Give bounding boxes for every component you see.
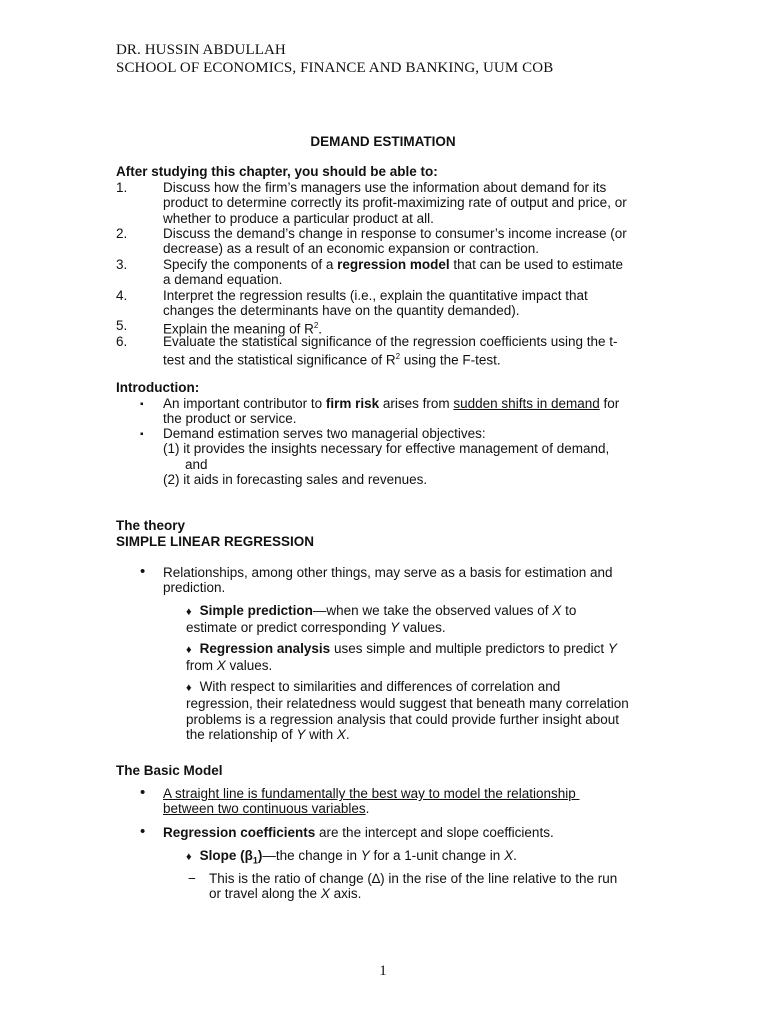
intro-line: (1) it provides the insights necessary for effective management of demand, (163, 441, 610, 457)
intro-text: for (599, 396, 620, 411)
header-school: SCHOOL OF ECONOMICS, FINANCE AND BANKING, UUM COB (116, 60, 554, 76)
objective-1-line: Discuss how the firm’s managers use the information about demand for its (163, 180, 607, 195)
sp-text: —when we take the observed values of (312, 603, 553, 618)
intro-underline: sudden shifts in demand (453, 396, 600, 411)
wr-text: With respect to similarities and differences of correlation and (199, 679, 561, 694)
wr-line: regression, their relatedness would suggest that beneath many correlation (186, 696, 629, 712)
wr-x: X (336, 726, 346, 742)
bullet: • (140, 823, 146, 840)
objective-3-bold: regression model (337, 257, 450, 272)
slope-text: for a 1-unit change in (369, 848, 505, 863)
objective-4-line: changes the determinants have on the quantity demanded). (163, 303, 520, 319)
objective-1 (163, 180, 627, 226)
intro-line: Demand estimation serves two managerial objectives: (163, 426, 486, 441)
ra-text: from (186, 658, 217, 674)
ra-text: uses simple and multiple predictors to predict (330, 641, 608, 656)
diamond-icon: ♦ (186, 644, 192, 656)
bullet: • (140, 784, 146, 801)
objective-4 (163, 288, 588, 319)
bm-text: . (365, 801, 370, 817)
wr-text: the relationship of (186, 726, 297, 742)
superscript: 2 (395, 352, 401, 362)
objective-5-text: . (318, 321, 323, 337)
diamond-icon: ♦ (186, 606, 192, 618)
objective-5-text: Explain the meaning of R (163, 321, 314, 337)
page-title: DEMAND ESTIMATION (310, 134, 456, 149)
intro-line: the product or service. (163, 411, 297, 427)
intro-text: An important contributor to (163, 396, 326, 411)
intro-bullet-2 (163, 426, 609, 487)
slope-x: X (504, 848, 514, 863)
slope-item (186, 848, 517, 869)
objective-4-line: Interpret the regression results (i.e., explain the quantitative impact that (163, 288, 588, 303)
bullet: • (140, 563, 146, 580)
bm-text: are the intercept and slope coefficients. (315, 825, 554, 840)
wr-y: Y (296, 726, 306, 742)
ra-text: values. (225, 658, 273, 674)
slope-bold: Slope (β (199, 848, 253, 863)
objective-2-line: Discuss the demand’s change in response to consumer’s income increase (or (163, 226, 627, 241)
sp-bold: Simple prediction (199, 603, 313, 618)
ra-y: Y (607, 641, 617, 656)
objective-2-line: decrease) as a result of an economic expansion or contraction. (163, 241, 539, 257)
bullet-small: ▪ (140, 429, 144, 440)
diamond-icon: ♦ (186, 851, 192, 863)
superscript: 2 (313, 321, 319, 330)
sp-text: values. (399, 620, 446, 636)
theory-line: prediction. (163, 580, 226, 596)
objective-6-text: using the F-test. (400, 352, 501, 368)
dash-x: X (320, 886, 330, 902)
wr-text: . (345, 726, 350, 742)
bm-bold: Regression coefficients (163, 825, 316, 840)
intro-bold: firm risk (325, 396, 380, 411)
list-number: 5. (116, 318, 128, 333)
objective-2 (163, 226, 627, 257)
list-number: 2. (116, 226, 128, 241)
wr-line: problems is a regression analysis that could provide further insight about (186, 711, 619, 727)
introduction-heading: Introduction: (116, 380, 200, 395)
page-number: 1 (379, 963, 387, 979)
dash-line: This is the ratio of change (∆) in the rise of the line relative to the run (209, 871, 618, 886)
bm-underline: between two continuous variables (163, 801, 366, 817)
sp-text: to (561, 603, 577, 618)
dash-text: axis. (329, 886, 362, 902)
respect-item (186, 679, 629, 742)
objective-3-line: a demand equation. (163, 272, 283, 288)
theory-bullet-1 (163, 565, 612, 596)
objective-3-text: that can be used to estimate (449, 257, 624, 272)
objective-6-text: test and the statistical significance of R (163, 352, 396, 368)
bullet-small: ▪ (140, 399, 144, 410)
diamond-icon: ♦ (186, 682, 192, 694)
dash-marker: − (188, 871, 196, 886)
objective-1-line: product to determine correctly its profit-maximizing rate of output and price, or (163, 195, 627, 211)
objectives-heading: After studying this chapter, you should be able to: (116, 164, 438, 179)
header-author: DR. HUSSIN ABDULLAH (116, 42, 286, 58)
dash-text: or travel along the (209, 886, 321, 902)
intro-line: and (185, 456, 208, 472)
objective-6 (163, 334, 618, 368)
basic-model-heading: The Basic Model (116, 763, 223, 778)
wr-text: with (305, 726, 337, 742)
bm-underline: A straight line is fundamentally the best way to model the relationship (163, 786, 580, 801)
basic-model-bullet-1 (163, 786, 579, 817)
intro-text: arises from (379, 396, 454, 411)
objective-1-line: whether to produce a particular product at all. (163, 210, 434, 226)
theory-heading: The theory (116, 518, 186, 533)
ra-bold: Regression analysis (199, 641, 331, 656)
slope-text: —the change in (262, 848, 361, 863)
theory-line: Relationships, among other things, may serve as a basis for estimation and (163, 565, 613, 580)
regression-analysis-item (186, 641, 617, 674)
ra-x: X (216, 658, 226, 674)
sp-y: Y (390, 620, 400, 636)
slope-bold: ) (257, 848, 263, 863)
intro-line: (2) it aids in forecasting sales and revenues. (163, 471, 428, 487)
list-number: 6. (116, 334, 128, 349)
slope-text: . (513, 848, 517, 863)
dash-item (209, 871, 617, 902)
basic-model-bullet-2 (163, 825, 554, 840)
objective-3 (163, 257, 623, 288)
objective-3-text: Specify the components of a (163, 257, 338, 272)
intro-bullet-1 (163, 396, 619, 427)
slope-y: Y (360, 848, 370, 863)
list-number: 1. (116, 180, 128, 195)
theory-subheading: SIMPLE LINEAR REGRESSION (116, 534, 315, 549)
simple-prediction-item (186, 603, 576, 636)
sp-text: estimate or predict corresponding (186, 620, 391, 636)
objective-6-line: Evaluate the statistical significance of the regression coefficients using the t- (163, 334, 618, 349)
list-number: 4. (116, 288, 128, 303)
subscript: 1 (252, 855, 258, 866)
sp-x: X (552, 603, 562, 618)
list-number: 3. (116, 257, 128, 272)
